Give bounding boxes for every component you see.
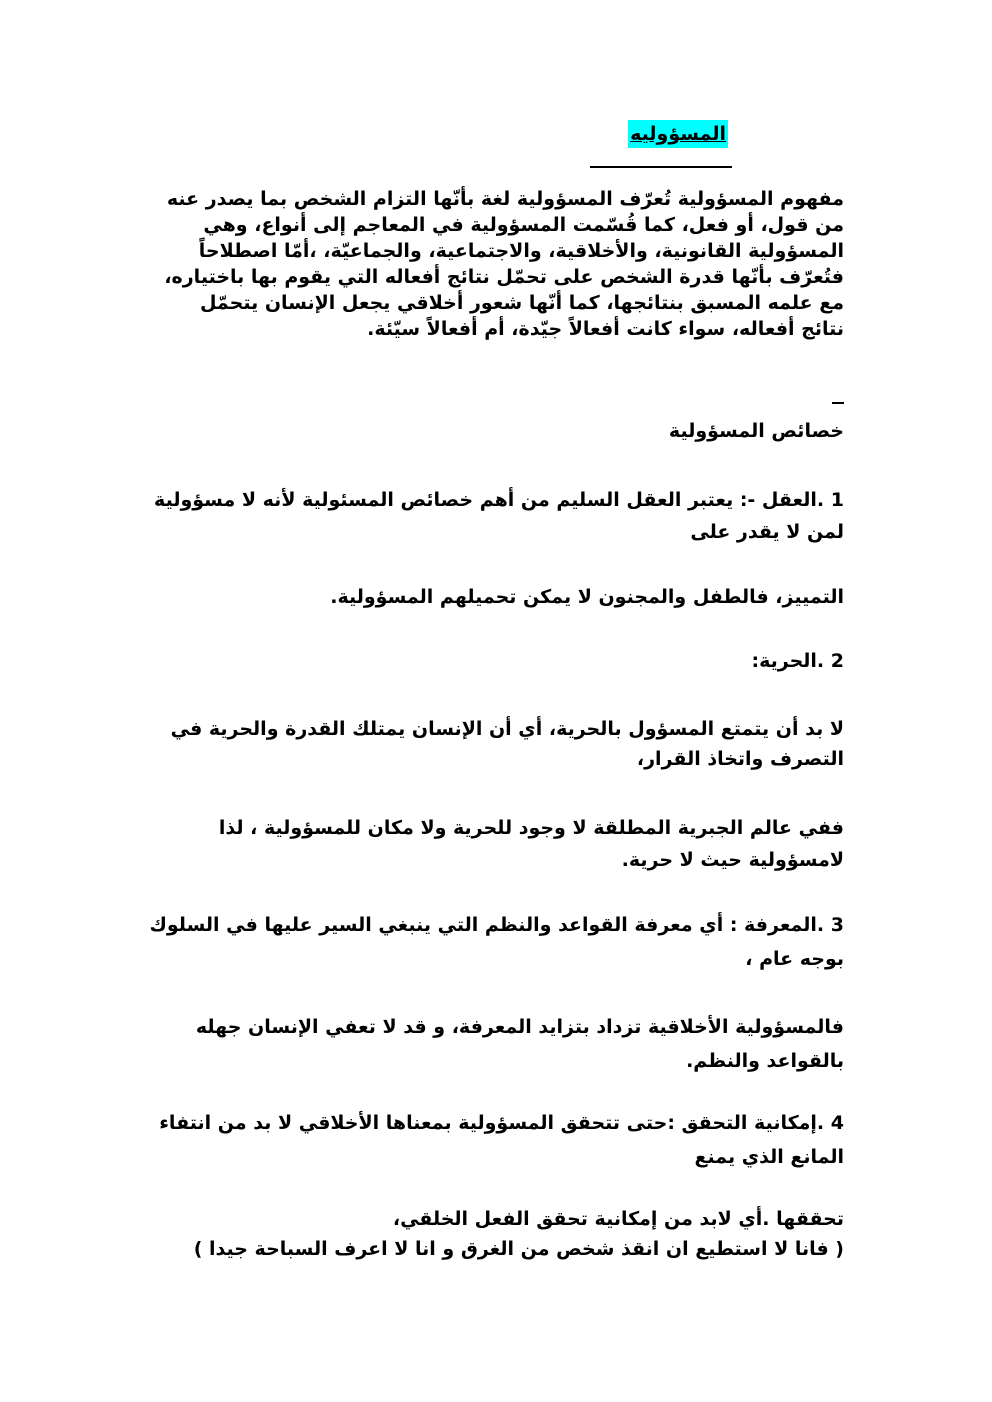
paragraph-line: 4 .إمكانية التحقق :حتى تتحقق المسؤولية بمعناها الأخلاقي لا بد من انتفاء [159,1112,844,1134]
intro-paragraph [164,186,844,342]
paragraph-moral-knowledge [164,1010,844,1078]
intro-line: نتائج أفعاله، سواء كانت أفعالاً جيّدة، أم أفعالاً سيّئة. [367,318,844,340]
paragraph-determinism [164,812,844,876]
short-rule [832,402,844,404]
paragraph-line: بالقواعد والنظم. [686,1050,844,1072]
paragraph-freedom [164,714,844,774]
paragraph-line: ففي عالم الجبرية المطلقة لا وجود للحرية ولا مكان للمسؤولية ، لذا [218,817,844,839]
paragraph-line: لمن لا يقدر على [690,521,844,543]
paragraph-line: التصرف واتخاذ القرار، [636,748,844,770]
paragraph-possibility [159,1106,844,1174]
intro-line: فتُعرّف بأنّها قدرة الشخص على تحمّل نتائج أفعاله التي يقوم بها باختياره، [164,266,844,288]
paragraph-line: 1 .العقل -: يعتبر العقل السليم من أهم خصائص المسئولية لأنه لا مسؤولية [154,489,844,511]
title-underline-rule [590,166,732,168]
paragraph-line: تحققها .أي لابد من إمكانية تحقق الفعل الخلقي، [392,1208,844,1230]
intro-line: من قول، أو فعل، كما قُسّمت المسؤولية في المعاجم إلى أنواع، وهي [203,214,844,236]
paragraph-line: لامسؤولية حيث لا حرية. [621,849,844,871]
paragraph-line: لا بد أن يتمتع المسؤول بالحرية، أي أن الإنسان يمتلك القدرة والحرية في [170,718,844,740]
intro-line: المسؤولية القانونية، والأخلاقية، والاجتماعية، والجماعيّة، ،أمّا اصطلاحاً [198,240,844,262]
paragraph-knowledge [149,908,844,976]
paragraph-reason [154,484,844,548]
intro-line: مع علمه المسبق بنتائجها، كما أنّها شعور أخلاقي يجعل الإنسان يتحمّل [199,292,844,314]
paragraph-discernment: التمييز، فالطفل والمجنون لا يمكن تحميلهم المسؤولية. [330,586,844,608]
paragraph-line: بوجه عام ، [745,948,844,970]
intro-line: مفهوم المسؤولية تُعرّف المسؤولية لغة بأنّها التزام الشخص بما يصدر عنه [166,188,844,210]
section-heading: خصائص المسؤولية [668,420,844,442]
paragraph-example [164,1204,844,1264]
paragraph-line: فالمسؤولية الأخلاقية تزداد بتزايد المعرفة، و قد لا تعفي الإنسان جهله [195,1016,844,1038]
paragraph-line: 3 .المعرفة : أي معرفة القواعد والنظم التي ينبغي السير عليها في السلوك [149,914,844,936]
paragraph-line: المانع الذي يمنع [694,1146,844,1168]
page-title: المسؤوليه [628,120,728,148]
paragraph-line: ( فانا لا استطيع ان انقذ شخص من الغرق و انا لا اعرف السباحة جيدا ) [193,1238,844,1260]
paragraph-freedom-heading: 2 .الحرية: [751,650,844,672]
